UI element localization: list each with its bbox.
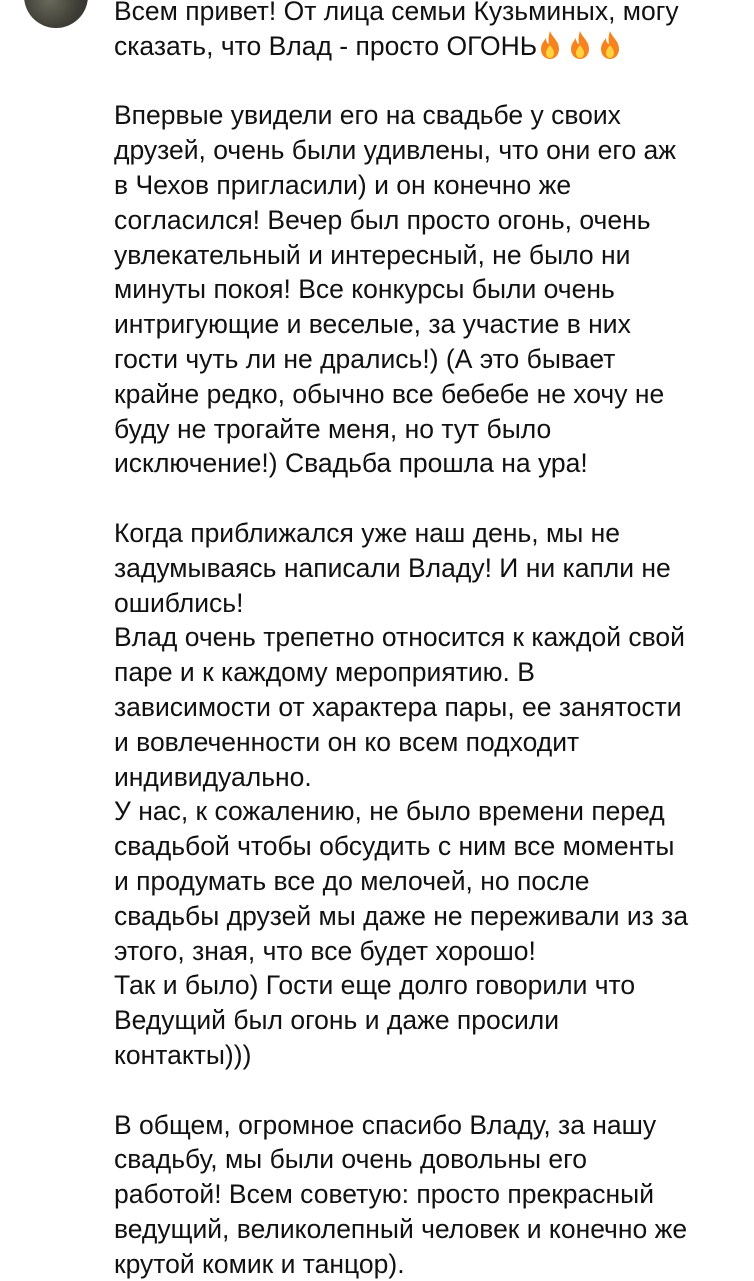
comment-line: контакты))): [114, 1038, 734, 1073]
comment-line: свадьбы друзей мы даже не переживали из за: [114, 899, 734, 934]
comment-line: зависимости от характера пары, ее занятости: [114, 690, 734, 725]
comment-paragraph: [114, 98, 734, 481]
comment-line: исключение!) Свадьба прошла на ура!: [114, 446, 734, 481]
comment-line: крайне редко, обычно все бебебе не хочу не: [114, 377, 734, 412]
comment-line: гости чуть ли не дрались!) (А это бывает: [114, 342, 734, 377]
comment-line: минуты покоя! Все конкурсы были очень: [114, 272, 734, 307]
comment-line: Влад очень трепетно относится к каждой свой: [114, 620, 734, 655]
comment-line: друзей, очень были удивлены, что они его аж: [114, 133, 734, 168]
comment-paragraph: [114, 516, 734, 1073]
comment-line: свадьбу, мы были очень довольны его: [114, 1142, 734, 1177]
fire-icon: [539, 30, 561, 60]
comment-line: ведущий, великолепный человек и конечно же: [114, 1212, 734, 1247]
comment-line: и продумать все до мелочей, но после: [114, 864, 734, 899]
comment-line: Ведущий был огонь и даже просили: [114, 1003, 734, 1038]
avatar[interactable]: [24, 0, 88, 28]
comment-line: интригующие и веселые, за участие в них: [114, 307, 734, 342]
comment-line: работой! Всем советую: просто прекрасный: [114, 1177, 734, 1212]
comment-paragraph: [114, 0, 734, 64]
comment-line: паре и к каждому мероприятию. В: [114, 655, 734, 690]
comment-line: согласился! Вечер был просто огонь, очень: [114, 203, 734, 238]
comment-line: буду не трогайте меня, но тут было: [114, 412, 734, 447]
fire-icon: [569, 30, 591, 60]
fire-icon: [599, 30, 621, 60]
comment-line: Так и было) Гости еще долго говорили что: [114, 968, 734, 1003]
comment-text: [114, 0, 734, 1281]
comment-line: задумываясь написали Владу! И ни капли не: [114, 551, 734, 586]
comment-line: Всем привет! От лица семьи Кузьминых, могу: [114, 0, 734, 29]
comment-line: индивидуально.: [114, 760, 734, 795]
comment-paragraph: [114, 1108, 734, 1281]
comment-line: крутой комик и танцор).: [114, 1247, 734, 1281]
comment-line: В общем, огромное спасибо Владу, за нашу: [114, 1108, 734, 1143]
comment-line: У нас, к сожалению, не было времени перед: [114, 794, 734, 829]
comment-line-text: сказать, что Влад - просто ОГОНЬ: [114, 31, 537, 61]
comment-line: в Чехов пригласили) и он конечно же: [114, 168, 734, 203]
comment-line: и вовлеченности он ко всем подходит: [114, 725, 734, 760]
comment-line: ошиблись!: [114, 586, 734, 621]
comment-line: [114, 29, 734, 64]
comment-line: Когда приближался уже наш день, мы не: [114, 516, 734, 551]
comment-line: свадьбой чтобы обсудить с ним все моменты: [114, 829, 734, 864]
comment-line: Впервые увидели его на свадьбе у своих: [114, 98, 734, 133]
comment-line: этого, зная, что все будет хорошо!: [114, 934, 734, 969]
comment-line: увлекательный и интересный, не было ни: [114, 238, 734, 273]
